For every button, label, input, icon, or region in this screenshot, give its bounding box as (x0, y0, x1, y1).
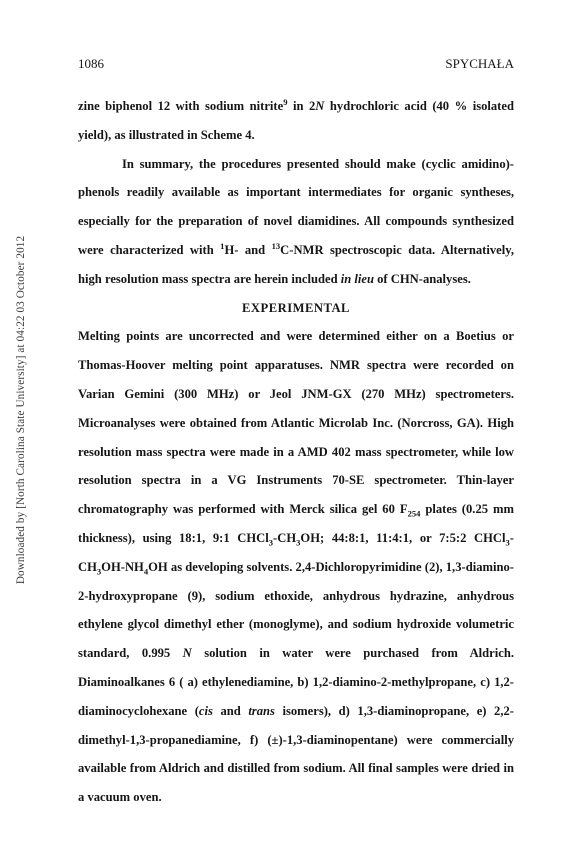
paragraph-experimental: Melting points are uncorrected and were determined either on a Boetius or Thomas-Hoover melting point apparatuses. NMR spectra were recorded on Varian Gemini (300 MHz) or Jeol JNM-GX (270 MHz) spectrometers. Microanalyses were obtained from Atlantic Microlab Inc. (Norcross, GA). High resolution mass spectra were made in a AMD 402 mass spectrometer, while low resolution spectra in a VG Instruments 70-SE spectrometer. Thin-layer chromatography was performed with Merck silica gel 60 $F_{254}$ plates (0.25 mm thickness), using 18:1, 9:1 $CHCl_3-CH_3OH$; 44:8:1, 11:4:1, or 7:5:2 $CHCl_3-CH_3OH-NH_4OH$ as developing solvents. 2,4-Dichloropyrimidine (2), 1,3-diamino-2-hydroxypropane (9), sodium ethoxide, anhydrous hydrazine, anhydrous ethylene glycol dimethyl ether (monoglyme), and sodium hydroxide volumetric standard, 0.995 N solution in water were purchased from Aldrich. Diaminoalkanes 6 ( a) ethylenediamine, b) 1,2-diamino-2-methylpropane, c) 1,2-diaminocyclohexane (cis and trans isomers), d) 1,3-diaminopropane, e) 2,2-dimethyl-1,3-propanediamine, f) (±)-1,3-diaminopentane) were commercially available from Aldrich and distilled from sodium. All final samples were dried in a vacuum oven. (78, 329, 515, 805)
running-head: SPYCHAŁA (445, 56, 514, 71)
article-body (78, 92, 514, 812)
section-heading-experimental: EXPERIMENTAL (242, 300, 350, 315)
page-header (78, 56, 514, 72)
download-note-text: Downloaded by [North Carolina State University] at 04:22 03 October 2012 (15, 235, 28, 585)
paragraph-summary: In summary, the procedures presented should make (cyclic amidino)-phenols readily available as important intermediates for organic syntheses, especially for the preparation of novel diamidines. All compounds synthesized were characterized with $^1$H- and $^{13}$C-NMR spectroscopic data. Alternatively, high resolution mass spectra are herein included in lieu of CHN-analyses. (78, 156, 515, 286)
download-watermark (14, 140, 28, 680)
reference-marker: 9 (283, 96, 288, 107)
paragraph-continuation: zine biphenol 12 with sodium nitrite$^9$ in 2N hydrochloric acid (40 % isolated yield), as illustrated in Scheme 4. (78, 96, 514, 142)
page-number: 1086 (78, 56, 104, 71)
